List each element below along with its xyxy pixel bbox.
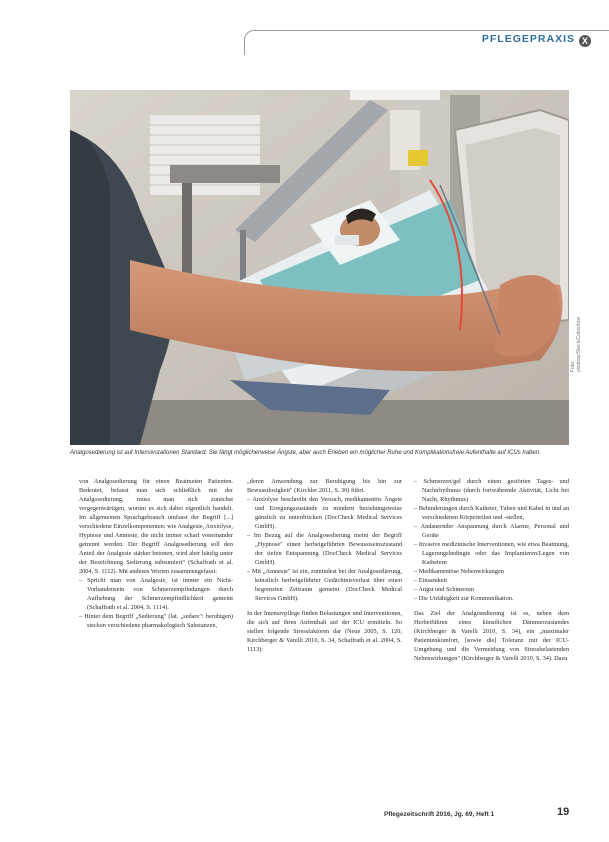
photo-credit: Foto: pixabay/Stock/Colourbox: [570, 316, 582, 372]
list-item: – Mit „Amnesie" ist ein, zumindest bei der Analgosedierung, künstlich herbeigeführter Gedächtnisverlust über einen begrenzten Zeitraum gemeint (DocCheck Medical Services GmbH).: [247, 568, 402, 602]
text-column-3: [414, 477, 569, 663]
bullet-list: [414, 477, 569, 603]
text-column-2: [247, 477, 402, 654]
page-number: 19: [557, 806, 570, 818]
figure-caption: Analgosedierung ist auf Intensivstationen Standard. Sie fängt möglicherweise Ängste, aber auch Erleben ein möglicher Ruhe und Komplikationsfreie Aufenthalte auf ICUs haben.: [70, 450, 541, 456]
list-item: – Hinter dem Begriff „Sedierung" (lat. „sedare": beruhigen) stecken verschiedene pharmakologisch Substanzen,: [79, 613, 233, 629]
list-item: – Einsamkeit: [414, 577, 448, 584]
paragraph: In der Intensivpflege finden Belastungen und Interventionen, die sich auf ihren Aufenthalt auf der ICU ermitteln. So stellen folgende Stressfaktoren dar (Neue 2005, S. 120, Kirchberger & Varelli 2010, S. 34, Schaffrath et al. 2004, S. 1113):: [247, 610, 402, 653]
bullet-list: [79, 576, 233, 630]
list-item: – Andauernder Anspannung durch Alarme, Personal und Geräte: [414, 523, 569, 539]
list-item: – Anxiolyse beschreibt den Versuch, medikamentös Ängste und Erregungszustände zu mindern beziehungsweise gänzlich zu unterdrücken (DocCheck Medical Services GmbH).: [247, 496, 402, 530]
text-column-1: [79, 477, 233, 630]
icu-patient-photo-icon: [70, 90, 569, 445]
list-item: – Invasive medizinische Interventionen, wie etwa Beatmung, Lagerungsbedingte oder das Implantieren/Legen von Kathetern: [414, 541, 569, 566]
paragraph: von Analgosedierung für einen Beatmeten Patienten. Bedeutet, befasst man sich schließlich mit der Analgosedierung, muss man sich zunächst vergegenwärtigen, worum es sich dabei eigentlich handelt. Im allgemeinen Sprachgebrauch umfasst der Begriff [...] verschiedene Einzelkomponenten: wie Analgesie, Anxiolyse, Hypnose und Amnesie, die nicht immer scharf voneinander getrennt werden. Der Begriff Analgosedierung soll den Anteil der Analgesie stärker betonen, wird aber häufig unter der Bezeichnung Sedierung subsumiert" (Schaffrath et al. 2004, S. 1112). Mit anderen Worten zusammengefasst:: [79, 478, 233, 575]
paragraph: Das Ziel der Analgosedierung ist es, neben dem Herbeiführen eines künstlichen Dämmerzustandes (Kirchberger & Varelli 2010, S. 34), ein „maximaler Patientenkomfort, [sowie die] Toleranz mit der ICU-Umgebung und die Vermeidung von Stressbelastenden Nebenwirkungen" (Kirchberger & Varelli 2010, S. 34). Dazu: [414, 610, 569, 662]
list-item: – Behinderungen durch Katheter, Tuben und Kabel in und an verschiedenen Körperteilen und -stellen,: [414, 505, 569, 521]
bullet-list: [247, 495, 402, 603]
journal-footer: Pflegezeitschrift 2016, Jg. 69, Heft 1: [384, 811, 495, 818]
list-item: – Im Bezug auf die Analgosedierung meint der Begriff „Hypnose" einen herbeigeführten Bewusstseinszustand der tiefen Entspannung (DocCheck Medical Services GmbH).: [247, 532, 402, 566]
list-item: – Schmerzen/gel durch einen gestörten Tages- und Nachtrhythmus (durch fortwährende Aktivität, Licht bei Nacht, Rhythmus): [414, 478, 569, 503]
rubric-badge: X: [579, 35, 591, 47]
paragraph: „deren Anwendung zur Beruhigung bis hin zur Bewusstlosigkeit" (Kirchler 2011, S. 30) führt.: [247, 478, 402, 494]
list-item: – Spricht man von Analgesie, ist immer ein Nicht-Vorhandensein von Schmerzempfindungen durch Aufhebung der Schmerzempfindlichkeit gemeint (Schaffrath et al. 2004, S. 1114).: [79, 577, 233, 611]
list-item: – Die Unfähigkeit zur Kommunikation.: [414, 595, 514, 602]
list-item: – Medikamentöse Nebenwirkungen: [414, 568, 504, 575]
list-item: – Angst und Schmerzen: [414, 586, 475, 593]
section-rubric: PFLEGEPRAXIS: [481, 33, 575, 45]
